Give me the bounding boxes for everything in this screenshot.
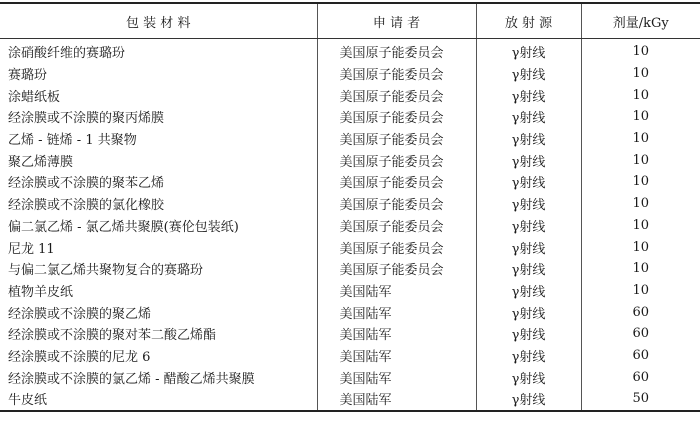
source-cell: γ射线 <box>476 128 581 150</box>
material-cell: 经涂膜或不涂膜的尼龙 6 <box>8 349 151 365</box>
source-cell: γ射线 <box>476 215 581 237</box>
source-cell: γ射线 <box>476 149 581 171</box>
table-row <box>0 258 700 280</box>
material-cell: 经涂膜或不涂膜的聚苯乙烯 <box>8 176 165 192</box>
applicant-cell: 美国原子能委员会 <box>317 39 476 63</box>
material-cell: 乙烯 - 链烯 - 1 共聚物 <box>8 133 137 149</box>
header-dose: 剂量/kGy <box>581 3 700 39</box>
table-row <box>0 171 700 193</box>
dose-cell: 10 <box>581 193 700 215</box>
header-radiation-source: 放 射 源 <box>476 3 581 39</box>
dose-cell: 10 <box>581 171 700 193</box>
material-cell: 经涂膜或不涂膜的氯化橡胶 <box>8 198 165 214</box>
dose-cell: 10 <box>581 63 700 85</box>
applicant-cell: 美国原子能委员会 <box>317 258 476 280</box>
material-cell: 植物羊皮纸 <box>8 284 74 300</box>
applicant-cell: 美国原子能委员会 <box>317 171 476 193</box>
dose-cell: 10 <box>581 84 700 106</box>
applicant-cell: 美国陆军 <box>317 323 476 345</box>
source-cell: γ射线 <box>476 280 581 302</box>
dose-cell: 10 <box>581 106 700 128</box>
material-cell: 聚乙烯薄膜 <box>8 154 74 170</box>
table-row <box>0 193 700 215</box>
dose-cell: 60 <box>581 366 700 388</box>
material-cell: 偏二氯乙烯 - 氯乙烯共聚膜(赛伦包装纸) <box>8 219 239 235</box>
table-row <box>0 345 700 367</box>
applicant-cell: 美国陆军 <box>317 388 476 411</box>
table-row <box>0 39 700 63</box>
table-body <box>0 39 700 411</box>
material-cell: 牛皮纸 <box>0 388 317 411</box>
material-cell: 经涂膜或不涂膜的聚对苯二酸乙烯酯 <box>8 328 217 344</box>
material-cell: 涂蜡纸板 <box>8 89 61 105</box>
material-cell: 与偏二氯乙烯共聚物复合的赛璐玢 <box>8 263 204 279</box>
dose-cell: 60 <box>581 323 700 345</box>
dose-cell: 10 <box>581 128 700 150</box>
applicant-cell: 美国陆军 <box>317 280 476 302</box>
applicant-cell: 美国原子能委员会 <box>317 106 476 128</box>
table-row <box>0 63 700 85</box>
material-cell: 经涂膜或不涂膜的聚丙烯膜 <box>8 111 165 127</box>
source-cell: γ射线 <box>476 193 581 215</box>
source-cell: γ射线 <box>476 63 581 85</box>
table-row <box>0 215 700 237</box>
source-cell: γ射线 <box>476 258 581 280</box>
applicant-cell: 美国原子能委员会 <box>317 215 476 237</box>
source-cell: γ射线 <box>476 301 581 323</box>
applicant-cell: 美国陆军 <box>317 366 476 388</box>
material-cell: 赛璐玢 <box>8 68 48 84</box>
table-row <box>0 128 700 150</box>
header-packaging-material: 包 装 材 料 <box>0 3 317 39</box>
table-row <box>0 149 700 171</box>
table-row <box>0 301 700 323</box>
applicant-cell: 美国原子能委员会 <box>317 63 476 85</box>
source-cell: γ射线 <box>476 388 581 411</box>
header-applicant: 申 请 者 <box>317 3 476 39</box>
applicant-cell: 美国原子能委员会 <box>317 149 476 171</box>
dose-cell: 10 <box>581 280 700 302</box>
table-header <box>0 3 700 39</box>
dose-cell: 10 <box>581 149 700 171</box>
applicant-cell: 美国原子能委员会 <box>317 193 476 215</box>
material-cell: 经涂膜或不涂膜的聚乙烯 <box>8 306 152 322</box>
applicant-cell: 美国原子能委员会 <box>317 236 476 258</box>
table-row <box>0 84 700 106</box>
source-cell: γ射线 <box>476 106 581 128</box>
dose-cell: 10 <box>581 236 700 258</box>
source-cell: γ射线 <box>476 171 581 193</box>
source-cell: γ射线 <box>476 366 581 388</box>
material-cell: 经涂膜或不涂膜的氯乙烯 - 醋酸乙烯共聚膜 <box>8 371 255 387</box>
applicant-cell: 美国陆军 <box>317 301 476 323</box>
applicant-cell: 美国陆军 <box>317 345 476 367</box>
dose-cell: 10 <box>581 39 700 63</box>
document-page <box>0 2 700 412</box>
table-row <box>0 388 700 411</box>
table-row <box>0 323 700 345</box>
source-cell: γ射线 <box>476 84 581 106</box>
table-row <box>0 366 700 388</box>
dose-cell: 10 <box>581 258 700 280</box>
source-cell: γ射线 <box>476 345 581 367</box>
header-row <box>0 3 700 39</box>
dose-cell: 50 <box>581 388 700 411</box>
applicant-cell: 美国原子能委员会 <box>317 128 476 150</box>
source-cell: γ射线 <box>476 236 581 258</box>
table-row <box>0 236 700 258</box>
dose-cell: 10 <box>581 215 700 237</box>
dose-cell: 60 <box>581 345 700 367</box>
material-cell: 尼龙 11 <box>8 241 55 257</box>
applicant-cell: 美国原子能委员会 <box>317 84 476 106</box>
source-cell: γ射线 <box>476 323 581 345</box>
table-row <box>0 106 700 128</box>
source-cell: γ射线 <box>476 39 581 63</box>
packaging-materials-table <box>0 2 700 412</box>
material-cell: 涂硝酸纤维的赛璐玢 <box>8 46 126 62</box>
table-row <box>0 280 700 302</box>
dose-cell: 60 <box>581 301 700 323</box>
